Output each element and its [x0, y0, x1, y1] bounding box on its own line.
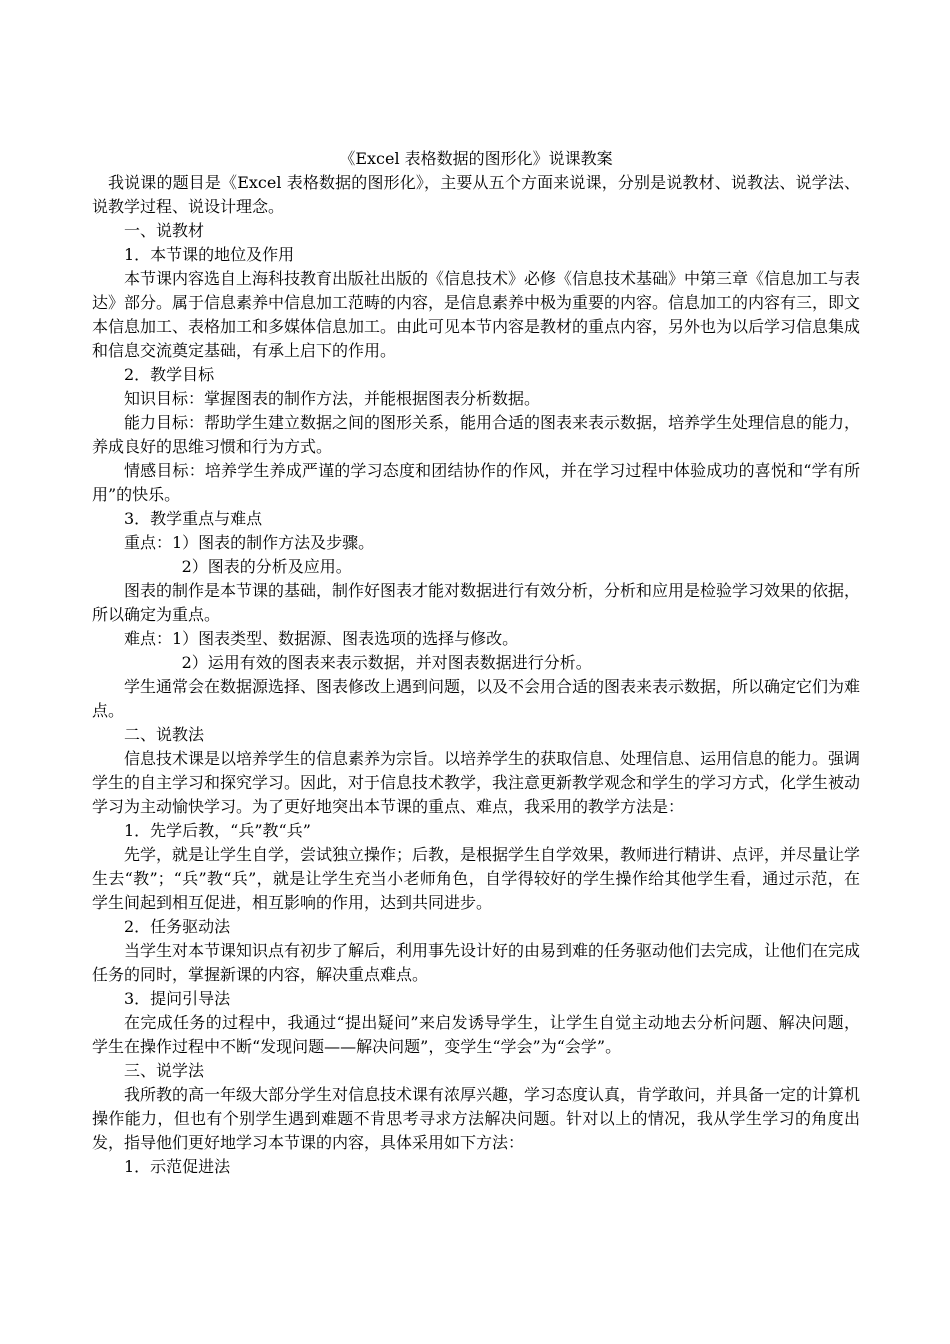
paragraph: 3．教学重点与难点 — [124, 509, 263, 528]
paragraph: 二、说教法 — [124, 725, 205, 744]
paragraph: 在完成任务的过程中，我通过“提出疑问”来启发诱导学生，让学生自觉主动地去分析问题、解决问题，学生在操作过程中不断“发现问题——解决问题”，变学生“学会”为“会学”。 — [92, 1013, 860, 1056]
paragraph: 我说课的题目是《Excel 表格数据的图形化》，主要从五个方面来说课，分别是说教材、说教法、说学法、说教学过程、说设计理念。 — [92, 173, 860, 216]
paragraph: 3．提问引导法 — [124, 989, 231, 1008]
paragraph: 难点：1）图表类型、数据源、图表选项的选择与修改。 — [124, 629, 519, 648]
paragraph: 能力目标：帮助学生建立数据之间的图形关系，能用合适的图表来表示数据，培养学生处理信息的能力，养成良好的思维习惯和行为方式。 — [92, 413, 861, 456]
paragraph: 先学，就是让学生自学，尝试独立操作；后教，是根据学生自学效果，教师进行精讲、点评，并尽量让学生去“教”；“兵”教“兵”，就是让学生充当小老师角色，自学得较好的学生操作给其他学生看，通过示范，在学生间起到相互促进，相互影响的作用，达到共同进步。 — [92, 845, 861, 912]
paragraph: 我所教的高一年级大部分学生对信息技术课有浓厚兴趣，学习态度认真，肯学敢问，并具备一定的计算机操作能力，但也有个别学生遇到难题不肯思考寻求方法解决问题。针对以上的情况，我从学生学习的角度出发，指导他们更好地学习本节课的内容，具体采用如下方法： — [92, 1085, 861, 1152]
paragraph: 1．先学后教，“兵”教“兵” — [124, 821, 311, 840]
paragraph: 知识目标：掌握图表的制作方法，并能根据图表分析数据。 — [124, 389, 541, 408]
paragraph-list — [92, 171, 860, 1179]
paragraph: 一、说教材 — [124, 221, 205, 240]
paragraph: 三、说学法 — [124, 1061, 205, 1080]
paragraph: 2．任务驱动法 — [124, 917, 231, 936]
paragraph: 2）运用有效的图表来表示数据，并对图表数据进行分析。 — [181, 653, 592, 672]
paragraph: 当学生对本节课知识点有初步了解后，利用事先设计好的由易到难的任务驱动他们去完成，让他们在完成任务的同时，掌握新课的内容，解决重点难点。 — [92, 941, 861, 984]
paragraph: 学生通常会在数据源选择、图表修改上遇到问题，以及不会用合适的图表来表示数据，所以确定它们为难点。 — [92, 677, 861, 720]
document-body — [92, 147, 860, 1179]
paragraph: 信息技术课是以培养学生的信息素养为宗旨。以培养学生的获取信息、处理信息、运用信息的能力。强调学生的自主学习和探究学习。因此，对于信息技术教学，我注意更新教学观念和学生的学习方式，化学生被动学习为主动愉快学习。为了更好地突出本节课的重点、难点，我采用的教学方法是： — [92, 749, 861, 816]
paragraph: 2．教学目标 — [124, 365, 215, 384]
paragraph: 1．本节课的地位及作用 — [124, 245, 295, 264]
paragraph: 2）图表的分析及应用。 — [181, 557, 352, 576]
paragraph: 本节课内容选自上海科技教育出版社出版的《信息技术》必修《信息技术基础》中第三章《信息加工与表达》部分。属于信息素养中信息加工范畴的内容，是信息素养中极为重要的内容。信息加工的内容有三，即文本信息加工、表格加工和多媒体信息加工。由此可见本节内容是教材的重点内容，另外也为以后学习信息集成和信息交流奠定基础，有承上启下的作用。 — [92, 269, 861, 360]
paragraph: 1．示范促进法 — [124, 1157, 231, 1176]
document-title: 《Excel 表格数据的图形化》说课教案 — [339, 149, 613, 168]
paragraph: 图表的制作是本节课的基础，制作好图表才能对数据进行有效分析，分析和应用是检验学习效果的依据，所以确定为重点。 — [92, 581, 861, 624]
paragraph: 情感目标：培养学生养成严谨的学习态度和团结协作的作风，并在学习过程中体验成功的喜悦和“学有所用”的快乐。 — [92, 461, 860, 504]
paragraph: 重点：1）图表的制作方法及步骤。 — [124, 533, 375, 552]
